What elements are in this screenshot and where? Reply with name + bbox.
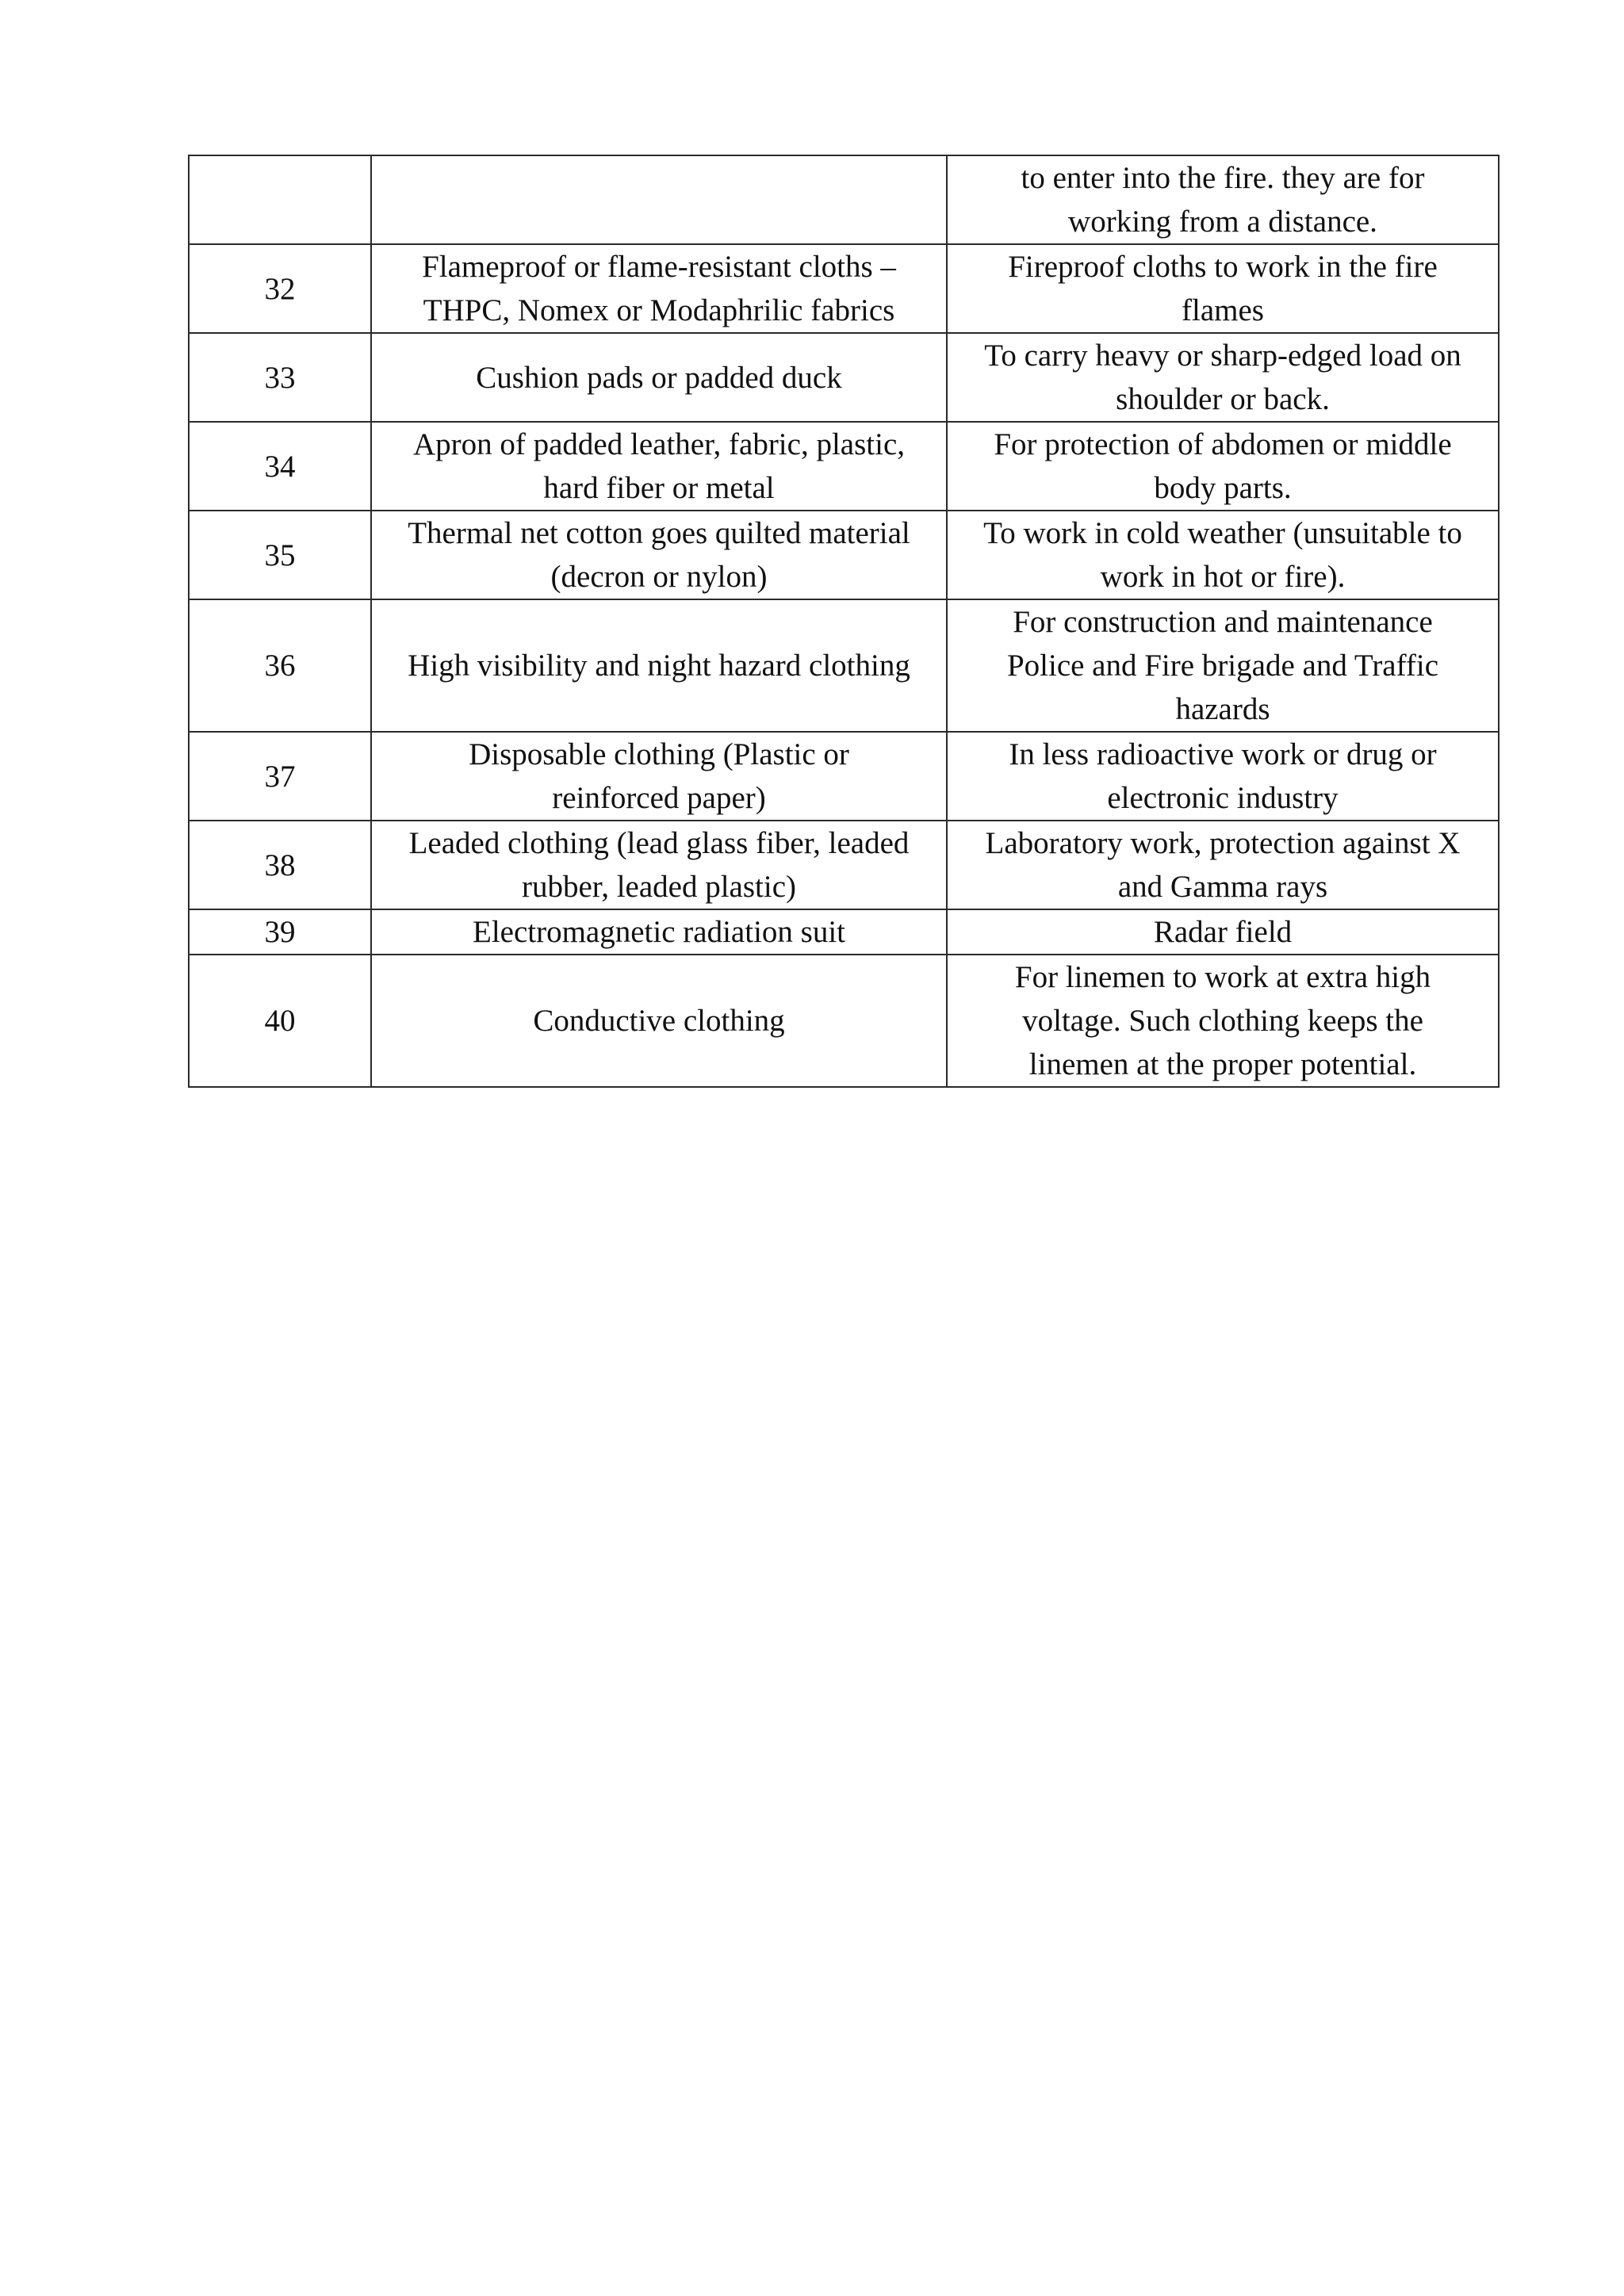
usage-cell — [947, 422, 1499, 511]
usage-cell — [947, 511, 1499, 599]
clothing-item-text-line: rubber, leaded plastic) — [521, 870, 797, 904]
clothing-item-cell — [371, 511, 947, 599]
table-row — [189, 909, 1499, 955]
row-number: 36 — [264, 649, 296, 683]
clothing-item-text-line: Electromagnetic radiation suit — [473, 915, 845, 949]
clothing-item-text-line: reinforced paper) — [552, 781, 766, 815]
clothing-item-text-line: Apron of padded leather, fabric, plastic, — [412, 427, 906, 461]
usage-text-line: linemen at the proper potential. — [1028, 1047, 1417, 1081]
usage-cell — [947, 821, 1499, 909]
row-number: 40 — [264, 1004, 296, 1038]
usage-text-line: and Gamma rays — [1117, 870, 1328, 904]
clothing-item-text-line: Flameproof or flame-resistant cloths – — [422, 250, 896, 284]
clothing-item-cell — [371, 244, 947, 333]
usage-text-line: flames — [1182, 293, 1264, 327]
row-number-cell — [189, 599, 371, 732]
row-number: 39 — [264, 915, 296, 949]
usage-text-line: In less radioactive work or drug or — [1009, 737, 1437, 771]
ppe-table-body — [189, 155, 1499, 1087]
usage-text-line: voltage. Such clothing keeps the — [1022, 1004, 1423, 1038]
usage-text-line: body parts. — [1154, 471, 1292, 505]
clothing-item-text-line: Conductive clothing — [533, 1004, 785, 1038]
table-row — [189, 422, 1499, 511]
row-number: 34 — [264, 449, 296, 484]
ppe-clothing-table — [188, 155, 1500, 1088]
usage-cell — [947, 732, 1499, 821]
clothing-item-text-line: Cushion pads or padded duck — [476, 360, 842, 395]
table-row — [189, 511, 1499, 599]
clothing-item-text-line: THPC, Nomex or Modaphrilic fabrics — [423, 293, 895, 327]
clothing-item-cell — [371, 821, 947, 909]
row-number-cell — [189, 955, 371, 1087]
usage-text-line: working from a distance. — [1068, 205, 1377, 239]
usage-text-line: For protection of abdomen or middle — [994, 427, 1452, 461]
row-number: 35 — [264, 538, 296, 572]
table-row — [189, 732, 1499, 821]
row-number: 33 — [264, 360, 296, 395]
table-row — [189, 599, 1499, 732]
clothing-item-cell — [371, 732, 947, 821]
usage-cell — [947, 333, 1499, 422]
clothing-item-cell — [371, 955, 947, 1087]
usage-text-line: work in hot or fire). — [1100, 560, 1346, 594]
row-number-cell — [189, 333, 371, 422]
usage-text-line: hazards — [1175, 692, 1270, 726]
usage-cell — [947, 909, 1499, 955]
row-number-cell — [189, 732, 371, 821]
usage-text-line: To work in cold weather (unsuitable to — [983, 516, 1462, 550]
usage-cell — [947, 955, 1499, 1087]
usage-text-line: Fireproof cloths to work in the fire — [1008, 250, 1438, 284]
row-number-cell — [189, 821, 371, 909]
usage-cell — [947, 244, 1499, 333]
usage-cell — [947, 155, 1499, 244]
clothing-item-text-line: High visibility and night hazard clothing — [408, 649, 910, 683]
usage-text-line: Radar field — [1153, 915, 1293, 949]
usage-text-line: For construction and maintenance — [1013, 605, 1433, 639]
usage-text-line: Laboratory work, protection against X — [985, 826, 1461, 860]
table-row — [189, 821, 1499, 909]
table-row — [189, 333, 1499, 422]
clothing-item-text-line: (decron or nylon) — [550, 560, 768, 594]
usage-text-line: to enter into the fire. they are for — [1021, 161, 1425, 195]
clothing-item-text-line: Thermal net cotton goes quilted material — [408, 516, 910, 550]
row-number: 32 — [264, 271, 296, 306]
table-row — [189, 955, 1499, 1087]
usage-text-line: shoulder or back. — [1116, 382, 1330, 416]
usage-text-line: electronic industry — [1107, 781, 1339, 815]
usage-text-line: Police and Fire brigade and Traffic — [1006, 649, 1439, 683]
row-number-cell — [189, 155, 371, 244]
table-row — [189, 244, 1499, 333]
clothing-item-text-line: Disposable clothing (Plastic or — [469, 737, 849, 771]
row-number-cell — [189, 511, 371, 599]
clothing-item-cell — [371, 333, 947, 422]
usage-text-line: For linemen to work at extra high — [1014, 960, 1431, 994]
clothing-item-cell — [371, 155, 947, 244]
clothing-item-cell — [371, 422, 947, 511]
row-number: 38 — [264, 848, 296, 882]
usage-text-line: To carry heavy or sharp-edged load on — [984, 339, 1461, 373]
clothing-item-cell — [371, 599, 947, 732]
table-row — [189, 155, 1499, 244]
clothing-item-text-line: hard fiber or metal — [543, 471, 775, 505]
row-number-cell — [189, 909, 371, 955]
row-number: 37 — [264, 759, 296, 794]
usage-cell — [947, 599, 1499, 732]
row-number-cell — [189, 244, 371, 333]
clothing-item-text-line: Leaded clothing (lead glass fiber, leaded — [408, 826, 910, 860]
clothing-item-cell — [371, 909, 947, 955]
row-number-cell — [189, 422, 371, 511]
